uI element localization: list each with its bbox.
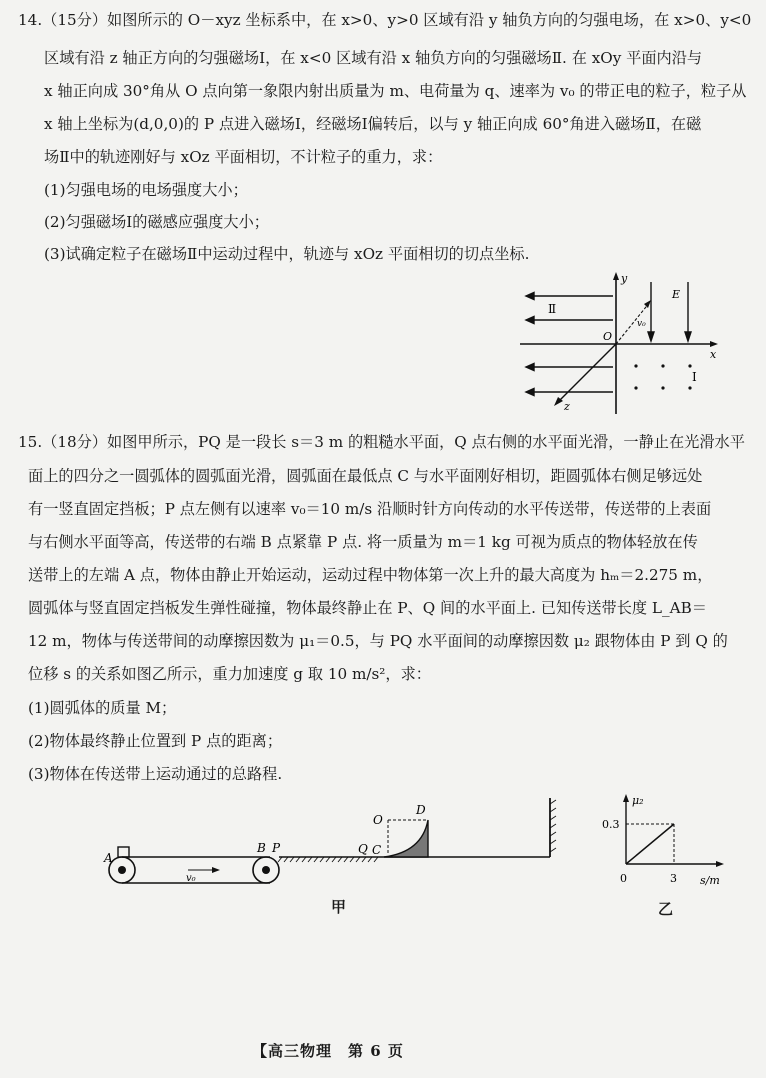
- label-z: z: [564, 400, 570, 413]
- label-field-2: Ⅱ: [548, 302, 557, 316]
- figure-yi-graph: [596, 790, 736, 900]
- q15-line-4: 与右侧水平面等高，传送带的右端 B 点紧靠 P 点. 将一质量为 m＝1 kg 可视为质点的物体轻放在传: [28, 533, 698, 551]
- label-y: y: [621, 272, 628, 285]
- label-c: C: [372, 843, 382, 857]
- q15-line-8: 位移 s 的关系如图乙所示，重力加速度 g 取 10 m/s²，求：: [28, 665, 431, 683]
- label-p: P: [272, 841, 281, 855]
- graph-xlabel: s/m: [700, 874, 720, 887]
- q15-line-6: 圆弧体与竖直固定挡板发生弹性碰撞，物体最终静止在 P、Q 间的水平面上. 已知传送带长度 L_AB＝: [28, 599, 707, 617]
- block-a: [118, 847, 129, 857]
- q14-line-5: 场Ⅱ中的轨迹刚好与 xOz 平面相切，不计粒子的重力，求：: [44, 148, 443, 166]
- label-d: D: [416, 803, 426, 817]
- q14-sub-2: (2)匀强磁场Ⅰ的磁感应强度大小；: [44, 213, 269, 231]
- label-a: A: [104, 851, 113, 865]
- label-q: Q: [358, 842, 368, 856]
- q15-line-1: 15.（18分）如图甲所示，PQ 是一段长 s＝3 m 的粗糙水平面，Q 点右侧的水平面光滑，一静止在光滑水平: [18, 433, 745, 451]
- label-v0: v₀: [186, 873, 196, 884]
- caption-jia: 甲: [331, 898, 347, 916]
- graph-origin: 0: [620, 872, 627, 885]
- q15-line-3: 有一竖直固定挡板；P 点左侧有以速率 v₀＝10 m/s 沿顺时针方向传动的水平传送带，传送带的上表面: [28, 500, 712, 518]
- arc-body: [384, 820, 428, 857]
- mu2-line: [626, 824, 674, 864]
- q14-sub-3: (3)试确定粒子在磁场Ⅱ中运动过程中，轨迹与 xOz 平面相切的切点坐标.: [44, 245, 530, 263]
- label-e: E: [672, 288, 681, 301]
- page-footer: 【高三物理 第 6 页: [252, 1042, 404, 1060]
- q14-line-4: x 轴上坐标为(d,0,0)的 P 点进入磁场Ⅰ，经磁场Ⅰ偏转后，以与 y 轴正向成 60°角进入磁场Ⅱ，在磁: [44, 115, 702, 133]
- q14-line-3: x 轴正向成 30°角从 O 点向第一象限内射出质量为 m、电荷量为 q、速率为 v₀ 的带正电的粒子，粒子从: [44, 82, 747, 100]
- z-axis: [558, 344, 616, 402]
- q15-line-2: 面上的四分之一圆弧体的圆弧面光滑，圆弧面在最低点 C 与水平面刚好相切，距圆弧体右侧足够远处: [28, 467, 703, 485]
- label-v0: v₀: [637, 319, 646, 329]
- figure-jia: [100, 790, 570, 910]
- field-1-dots: [634, 364, 691, 389]
- q15-line-5: 送带上的左端 A 点，物体由静止开始运动，运动过程中物体第一次上升的最大高度为 hₘ＝2.275 m，: [28, 566, 713, 584]
- q15-sub-3: (3)物体在传送带上运动通过的总路程.: [28, 765, 283, 783]
- q15-sub-2: (2)物体最终静止位置到 P 点的距离；: [28, 732, 283, 750]
- label-o: O: [603, 330, 613, 343]
- q15-line-7: 12 m，物体与传送带间的动摩擦因数为 μ₁＝0.5，与 PQ 水平面间的动摩擦因数 μ₂ 跟物体由 P 到 Q 的: [28, 632, 728, 650]
- label-field-1: Ⅰ: [692, 370, 697, 384]
- graph-tick-y: 0.3: [602, 818, 620, 831]
- label-x: x: [710, 348, 717, 361]
- q14-sub-1: (1)匀强电场的电场强度大小；: [44, 181, 248, 199]
- graph-ylabel: μ₂: [632, 794, 644, 807]
- caption-yi: 乙: [658, 900, 674, 918]
- label-b: B: [257, 841, 266, 855]
- q14-line-1: 14.（15分）如图所示的 O－xyz 坐标系中，在 x>0、y>0 区域有沿 y 轴负方向的匀强电场，在 x>0、y<0: [18, 11, 752, 29]
- electric-field-arrows: [648, 282, 691, 341]
- q14-line-2: 区域有沿 z 轴正方向的匀强磁场Ⅰ，在 x<0 区域有沿 x 轴负方向的匀强磁场Ⅱ. 在 xOy 平面内沿与: [44, 49, 703, 67]
- q15-sub-1: (1)圆弧体的质量 M；: [28, 699, 177, 717]
- q14-coordinate-figure: [518, 268, 724, 418]
- label-o: O: [373, 813, 383, 827]
- graph-tick-x: 3: [670, 872, 677, 885]
